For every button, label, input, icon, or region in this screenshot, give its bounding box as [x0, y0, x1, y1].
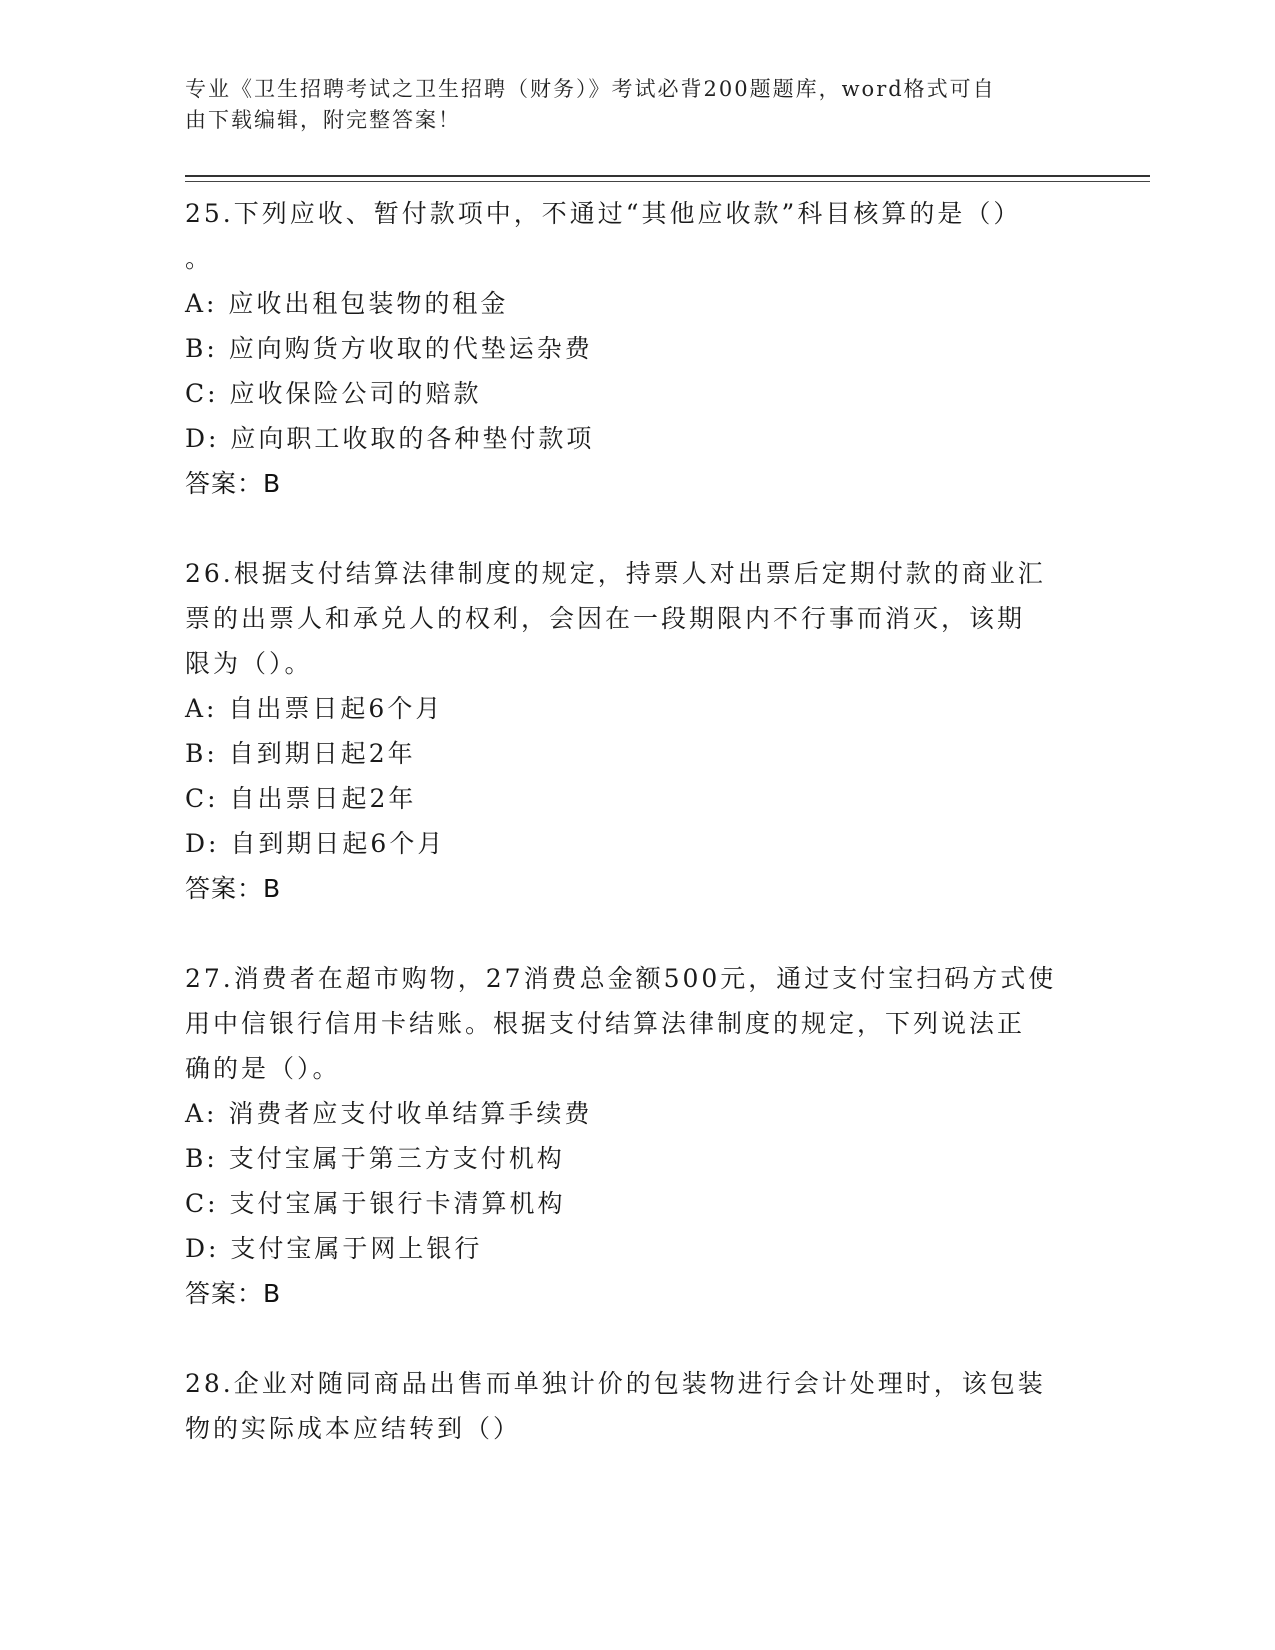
question-stem-line: 28.企业对随同商品出售而单独计价的包装物进行会计处理时，该包装	[185, 1369, 1046, 1398]
question-stem-line: 限为（）。	[185, 649, 313, 678]
question-stem-line: 27.消费者在超市购物，27消费总金额500元，通过支付宝扫码方式使	[185, 964, 1057, 993]
answer-line: 答案：B	[185, 874, 282, 903]
header-divider-thin	[185, 181, 1150, 182]
answer-line: 答案：B	[185, 1279, 282, 1308]
option-c: C: 支付宝属于银行卡清算机构	[185, 1189, 566, 1218]
question-stem-line: 25.下列应收、暂付款项中，不通过“其他应收款”科目核算的是（）	[185, 199, 1022, 228]
question-list	[185, 191, 1075, 1496]
option-d: D: 支付宝属于网上银行	[185, 1234, 483, 1263]
option-c: C: 应收保险公司的赔款	[185, 379, 482, 408]
option-a: A: 应收出租包装物的租金	[185, 289, 509, 318]
answer-line: 答案：B	[185, 469, 282, 498]
option-c: C: 自出票日起2年	[185, 784, 417, 813]
header-line-1: 专业《卫生招聘考试之卫生招聘（财务）》考试必背200题题库，word格式可自	[185, 77, 996, 101]
question-stem-line: 26.根据支付结算法律制度的规定，持票人对出票后定期付款的商业汇	[185, 559, 1046, 588]
question-stem-line: 用中信银行信用卡结账。根据支付结算法律制度的规定，下列说法正	[185, 1009, 1026, 1038]
question-28	[185, 1361, 1075, 1451]
option-a: A: 自出票日起6个月	[185, 694, 444, 723]
question-stem-line: 。	[185, 244, 214, 273]
option-b: B: 自到期日起2年	[185, 739, 416, 768]
question-27	[185, 956, 1075, 1316]
option-d: D: 应向职工收取的各种垫付款项	[185, 424, 595, 453]
document-header	[185, 74, 1065, 136]
option-b: B: 应向购货方收取的代垫运杂费	[185, 334, 593, 363]
option-d: D: 自到期日起6个月	[185, 829, 446, 858]
option-b: B: 支付宝属于第三方支付机构	[185, 1144, 565, 1173]
question-stem-line: 票的出票人和承兑人的权利，会因在一段期限内不行事而消灭，该期	[185, 604, 1026, 633]
question-26	[185, 551, 1075, 911]
header-divider-thick	[185, 175, 1150, 177]
option-a: A: 消费者应支付收单结算手续费	[185, 1099, 593, 1128]
question-stem-line: 确的是（）。	[185, 1054, 341, 1083]
question-stem-line: 物的实际成本应结转到（）	[185, 1414, 522, 1443]
question-25	[185, 191, 1075, 506]
header-line-2: 由下载编辑，附完整答案！	[185, 108, 461, 132]
